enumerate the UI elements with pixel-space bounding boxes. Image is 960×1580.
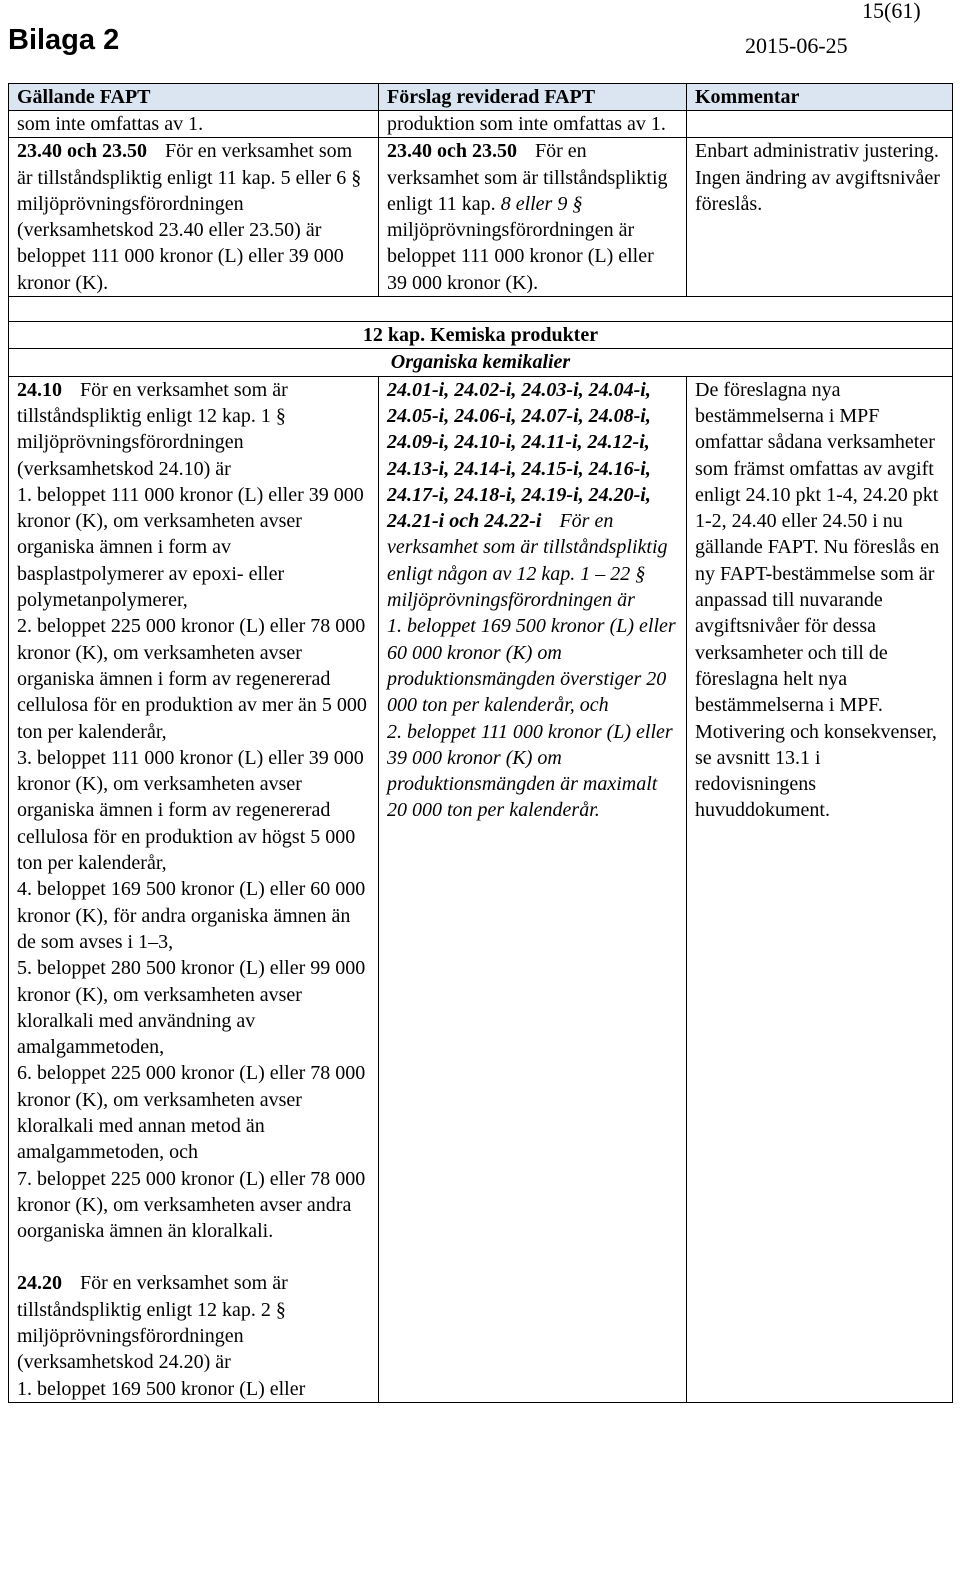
text-2340-proposed-b: 8 eller 9 § xyxy=(500,192,583,215)
code-2410: 24.10 xyxy=(17,378,62,401)
table-row xyxy=(9,111,953,138)
code-2420: 24.20 xyxy=(17,1272,62,1295)
para-proposed-codes xyxy=(387,377,678,614)
cell-current-continued: som inte omfattas av 1. xyxy=(9,111,379,138)
subchapter-row xyxy=(9,349,953,376)
cell-current-2340 xyxy=(9,138,379,297)
table-spacer-row xyxy=(9,297,953,322)
list-item: 1. beloppet 169 500 kronor (L) eller xyxy=(17,1377,306,1400)
para-2410-intro xyxy=(17,377,370,482)
cell-comment-empty xyxy=(687,111,953,138)
column-header-comment: Kommentar xyxy=(687,84,953,111)
list-item: 3. beloppet 111 000 kronor (L) eller 39 000 kronor (K), om verksamheten avser organiska ämnen i form av regenererad cellulosa för en produktion av högst 5 000 ton per kalenderår, xyxy=(17,746,364,875)
chapter-row xyxy=(9,322,953,349)
list-item: 1. beloppet 111 000 kronor (L) eller 39 000 kronor (K), om verksamheten avser organiska ämnen i form av basplastpolymerer av epoxi- eller polymetanpolymerer, xyxy=(17,483,364,612)
table-row xyxy=(9,376,953,1402)
fapt-comparison-table xyxy=(8,83,953,1403)
list-item: 7. beloppet 225 000 kronor (L) eller 78 000 kronor (K), om verksamheten avser andra oorganiska ämnen än kloralkali. xyxy=(17,1167,366,1243)
text-2340-proposed-c: miljöprövningsförordningen är beloppet 111 000 kronor (L) eller 39 000 kronor (K). xyxy=(387,219,654,294)
text-2420-intro: För en verksamhet som är tillståndspliktig enligt 12 kap. 2 § miljöprövningsförordningen (verksamhetskod 24.20) är xyxy=(17,1272,288,1374)
cell-proposed-2340 xyxy=(379,138,687,297)
subchapter-heading-cell xyxy=(9,349,953,376)
column-header-current: Gällande FAPT xyxy=(9,84,379,111)
chapter-title: 12 kap. Kemiska produkter xyxy=(362,324,599,347)
chapter-heading-cell xyxy=(9,322,953,349)
code-2340-proposed: 23.40 och 23.50 xyxy=(387,140,517,163)
list-item: 2. beloppet 225 000 kronor (L) eller 78 000 kronor (K), om verksamheten avser organiska ämnen i form av regenererad cellulosa för en produktion av mer än 5 000 ton per kalenderår, xyxy=(17,615,367,743)
column-header-proposed: Förslag reviderad FAPT xyxy=(379,84,687,111)
table-header-row xyxy=(9,84,953,111)
text-2410-intro: För en verksamhet som är tillståndspliktig enligt 12 kap. 1 § miljöprövningsförordningen (verksamhetskod 24.10) är xyxy=(17,378,288,480)
para-2420-intro xyxy=(17,1270,370,1375)
list-item: 1. beloppet 169 500 kronor (L) eller 60 000 kronor (K) om produktionsmängden överstiger 20 000 ton per kalenderår, och xyxy=(387,615,676,717)
cell-proposed-2410 xyxy=(379,376,687,1402)
cell-comment-2340: Enbart administrativ justering. Ingen ändring av avgiftsnivåer föreslås. xyxy=(687,138,953,297)
list-item: 6. beloppet 225 000 kronor (L) eller 78 000 kronor (K), om verksamheten avser kloralkali med annan metod än amalgammetoden, och xyxy=(17,1062,366,1164)
cell-comment-2410: De föreslagna nya bestämmelserna i MPF omfattar sådana verksamheter som främst omfattas av avgift enligt 24.10 pkt 1-4, 24.20 pkt 1-2, 24.40 eller 24.50 i nu gällande FAPT. Nu föreslås en ny FAPT-bestämmelse som är anpassad till nuvarande avgiftsnivåer för dessa verksamheter och till de föreslagna helt nya bestämmelserna i MPF. Motivering och konsekvenser, se avsnitt 13.1 i redovisningens huvuddokument. xyxy=(687,376,953,1402)
chapter-subtitle: Organiska kemikalier xyxy=(390,351,571,374)
cell-current-2410 xyxy=(9,376,379,1402)
list-item: 2. beloppet 111 000 kronor (L) eller 39 000 kronor (K) om produktionsmängden är maximalt 20 000 ton per kalenderår. xyxy=(387,720,673,822)
list-item: 4. beloppet 169 500 kronor (L) eller 60 000 kronor (K), för andra organiska ämnen än de som avses i 1–3, xyxy=(17,878,366,953)
blank-line xyxy=(17,1244,370,1270)
text-2340-proposed-a: För en verksamhet som är tillståndspliktig enligt 11 kap. xyxy=(387,140,668,215)
table-row xyxy=(9,138,953,297)
proposed-codes: 24.01-i, 24.02-i, 24.03-i, 24.04-i, 24.05-i, 24.06-i, 24.07-i, 24.08-i, 24.09-i, 24.10-i, 24.11-i, 24.12-i, 24.13-i, 24.14-i, 24.15-i, 24.16-i, 24.17-i, 24.18-i, 24.19-i, 24.20-i, 24.21-i och 24.22-i xyxy=(387,378,651,533)
text-2340-current: För en verksamhet som är tillståndspliktig enligt 11 kap. 5 eller 6 § miljöprövningsförordningen (verksamhetskod 23.40 eller 23.50) är beloppet 111 000 kronor (L) eller 39 000 kronor (K). xyxy=(17,140,362,294)
list-item: 5. beloppet 280 500 kronor (L) eller 99 000 kronor (K), om verksamheten avser kloralkali med användning av amalgammetoden, xyxy=(17,957,366,1059)
appendix-title: Bilaga 2 xyxy=(8,24,120,56)
document-date: 2015-06-25 xyxy=(745,33,848,58)
code-2340-current: 23.40 och 23.50 xyxy=(17,140,147,163)
page-number: 15(61) xyxy=(862,0,921,23)
cell-proposed-continued: produktion som inte omfattas av 1. xyxy=(379,111,687,138)
spacer-cell xyxy=(9,297,953,322)
proposed-intro: För en verksamhet som är tillståndspliktig enligt någon av 12 kap. 1 – 22 § miljöprövningsförordningen är xyxy=(387,510,668,612)
